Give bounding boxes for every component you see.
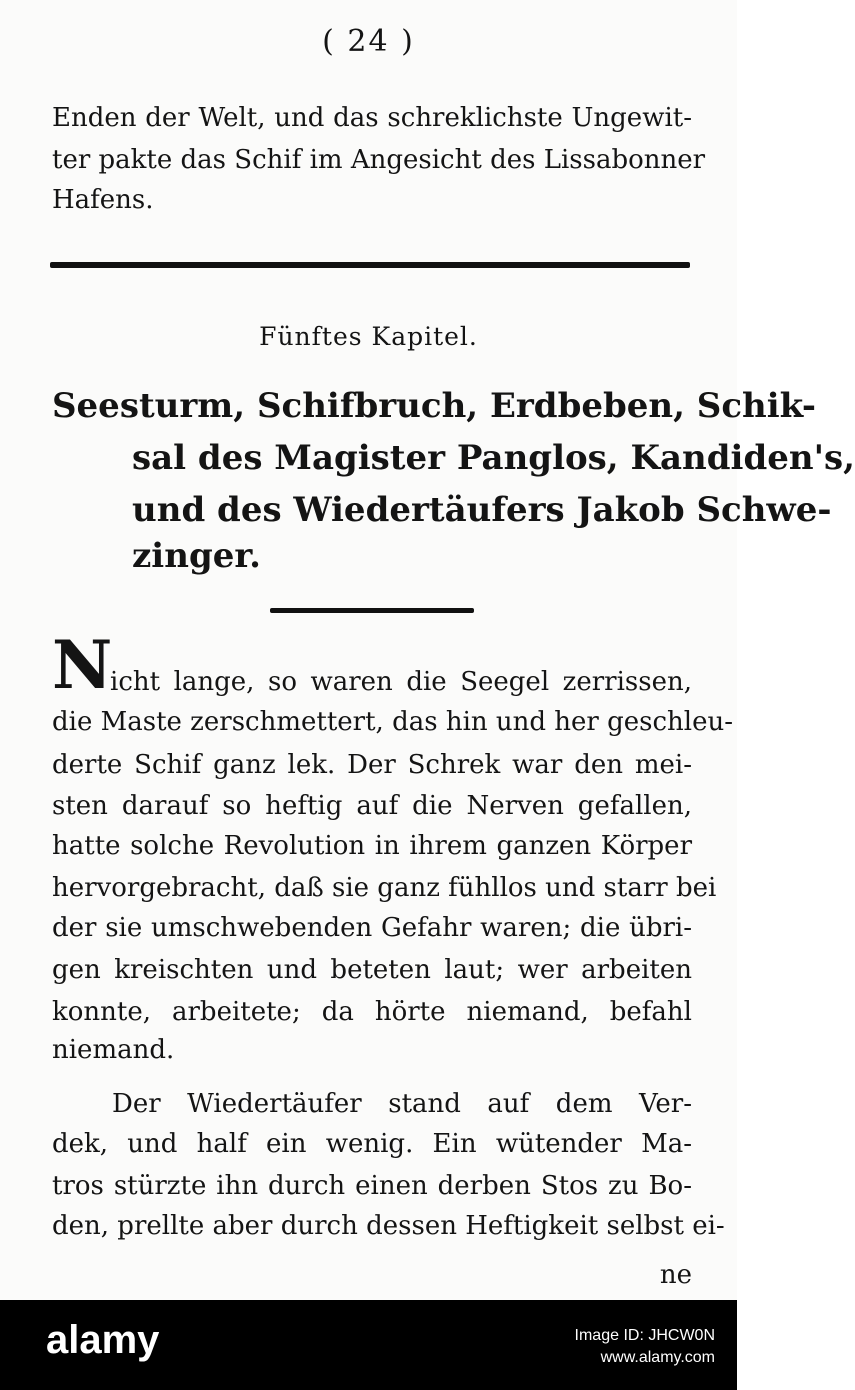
text-line: derte Schif ganz lek. Der Schrek war den mei- — [52, 750, 692, 780]
text-line: Hafens. — [52, 185, 154, 215]
text-line: Der Wiedertäufer stand auf dem Ver- — [112, 1089, 692, 1119]
text-line: icht lange, so waren die Seegel zerrissen, — [110, 667, 692, 697]
text-line: niemand. — [52, 1035, 175, 1065]
text-line: tros stürzte ihn durch einen derben Stos zu Bo- — [52, 1171, 692, 1201]
text-line: sten darauf so heftig auf die Nerven gefallen, — [52, 791, 692, 821]
section-divider — [50, 262, 690, 268]
text-line: ter pakte das Schif im Angesicht des Lissabonner — [52, 145, 706, 175]
drop-cap: N — [52, 626, 113, 704]
chapter-title-line: Seesturm, Schifbruch, Erdbeben, Schik- — [52, 386, 816, 426]
watermark-site: www.alamy.com — [600, 1349, 715, 1366]
text-line: den, prellte aber durch dessen Heftigkeit selbst ei- — [52, 1211, 725, 1241]
text-line: der sie umschwebenden Gefahr waren; die übri- — [52, 913, 692, 943]
catchword: ne — [659, 1260, 692, 1290]
text-line: konnte, arbeitete; da hörte niemand, befahl — [52, 997, 692, 1027]
watermark-image-id: Image ID: JHCW0N — [574, 1327, 715, 1344]
title-divider — [270, 608, 474, 613]
chapter-title-line: sal des Magister Panglos, Kandiden's, — [132, 438, 855, 478]
page-number: ( 24 ) — [322, 24, 415, 59]
text-line: Enden der Welt, und das schreklichste Ungewit- — [52, 103, 692, 133]
chapter-label: Fünftes Kapitel. — [259, 322, 478, 351]
text-line: gen kreischten und beteten laut; wer arbeiten — [52, 955, 692, 985]
text-line: dek, und half ein wenig. Ein wütender Ma- — [52, 1129, 692, 1159]
chapter-title-line: und des Wiedertäufers Jakob Schwe- — [132, 490, 832, 530]
text-line: die Maste zerschmettert, das hin und her geschleu- — [52, 707, 734, 737]
text-line: hervorgebracht, daß sie ganz fühllos und starr bei — [52, 873, 717, 903]
chapter-title-line: zinger. — [132, 536, 261, 576]
text-line: hatte solche Revolution in ihrem ganzen Körper — [52, 831, 692, 861]
watermark-info — [575, 1325, 715, 1369]
watermark-logo: alamy — [46, 1318, 160, 1362]
